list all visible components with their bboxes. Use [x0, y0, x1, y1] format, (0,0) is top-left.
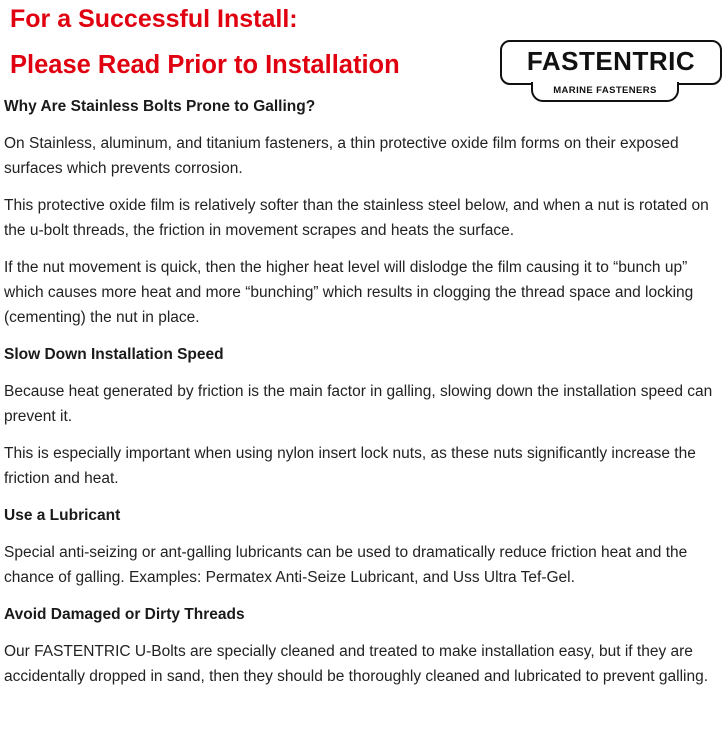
paragraph: This is especially important when using nylon insert lock nuts, as these nuts significantly increase the friction and heat.: [4, 445, 696, 487]
logo-tagline: MARINE FASTENERS: [531, 82, 679, 102]
logo-brand: FASTENTRIC: [526, 46, 696, 76]
title-line-1: For a Successful Install:: [10, 5, 298, 33]
paragraph: Our FASTENTRIC U-Bolts are specially cleaned and treated to make installation easy, but if they are accidentally dropped in sand, then they should be thoroughly cleaned and lubricated to prevent galling.: [4, 643, 709, 685]
section-galling: [4, 94, 726, 330]
paragraph: Special anti-seizing or ant-galling lubricants can be used to dramatically reduce friction heat and the chance of galling. Examples: Permatex Anti-Seize Lubricant, and Uss Ultra Tef-Gel.: [4, 544, 688, 586]
section-threads: [4, 602, 726, 689]
section-heading: Use a Lubricant: [4, 507, 121, 524]
section-slow-down: [4, 342, 726, 491]
content-body: [4, 94, 726, 701]
section-lubricant: [4, 503, 726, 590]
section-heading: Why Are Stainless Bolts Prone to Galling?: [4, 98, 316, 115]
fastentric-logo: [500, 40, 722, 85]
section-heading: Avoid Damaged or Dirty Threads: [4, 606, 245, 623]
paragraph: This protective oxide film is relatively softer than the stainless steel below, and when a nut is rotated on the u-bolt threads, the friction in movement scrapes and heats the surface.: [4, 197, 709, 239]
paragraph: If the nut movement is quick, then the higher heat level will dislodge the film causing it to “bunch up” which causes more heat and more “bunching” which results in clogging the thread space and locking (cementing) the nut in place.: [4, 259, 694, 326]
paragraph: On Stainless, aluminum, and titanium fasteners, a thin protective oxide film forms on their exposed surfaces which prevents corrosion.: [4, 135, 679, 177]
paragraph: Because heat generated by friction is the main factor in galling, slowing down the installation speed can prevent it.: [4, 383, 713, 425]
title-line-2: Please Read Prior to Installation: [10, 51, 400, 79]
section-heading: Slow Down Installation Speed: [4, 346, 224, 363]
